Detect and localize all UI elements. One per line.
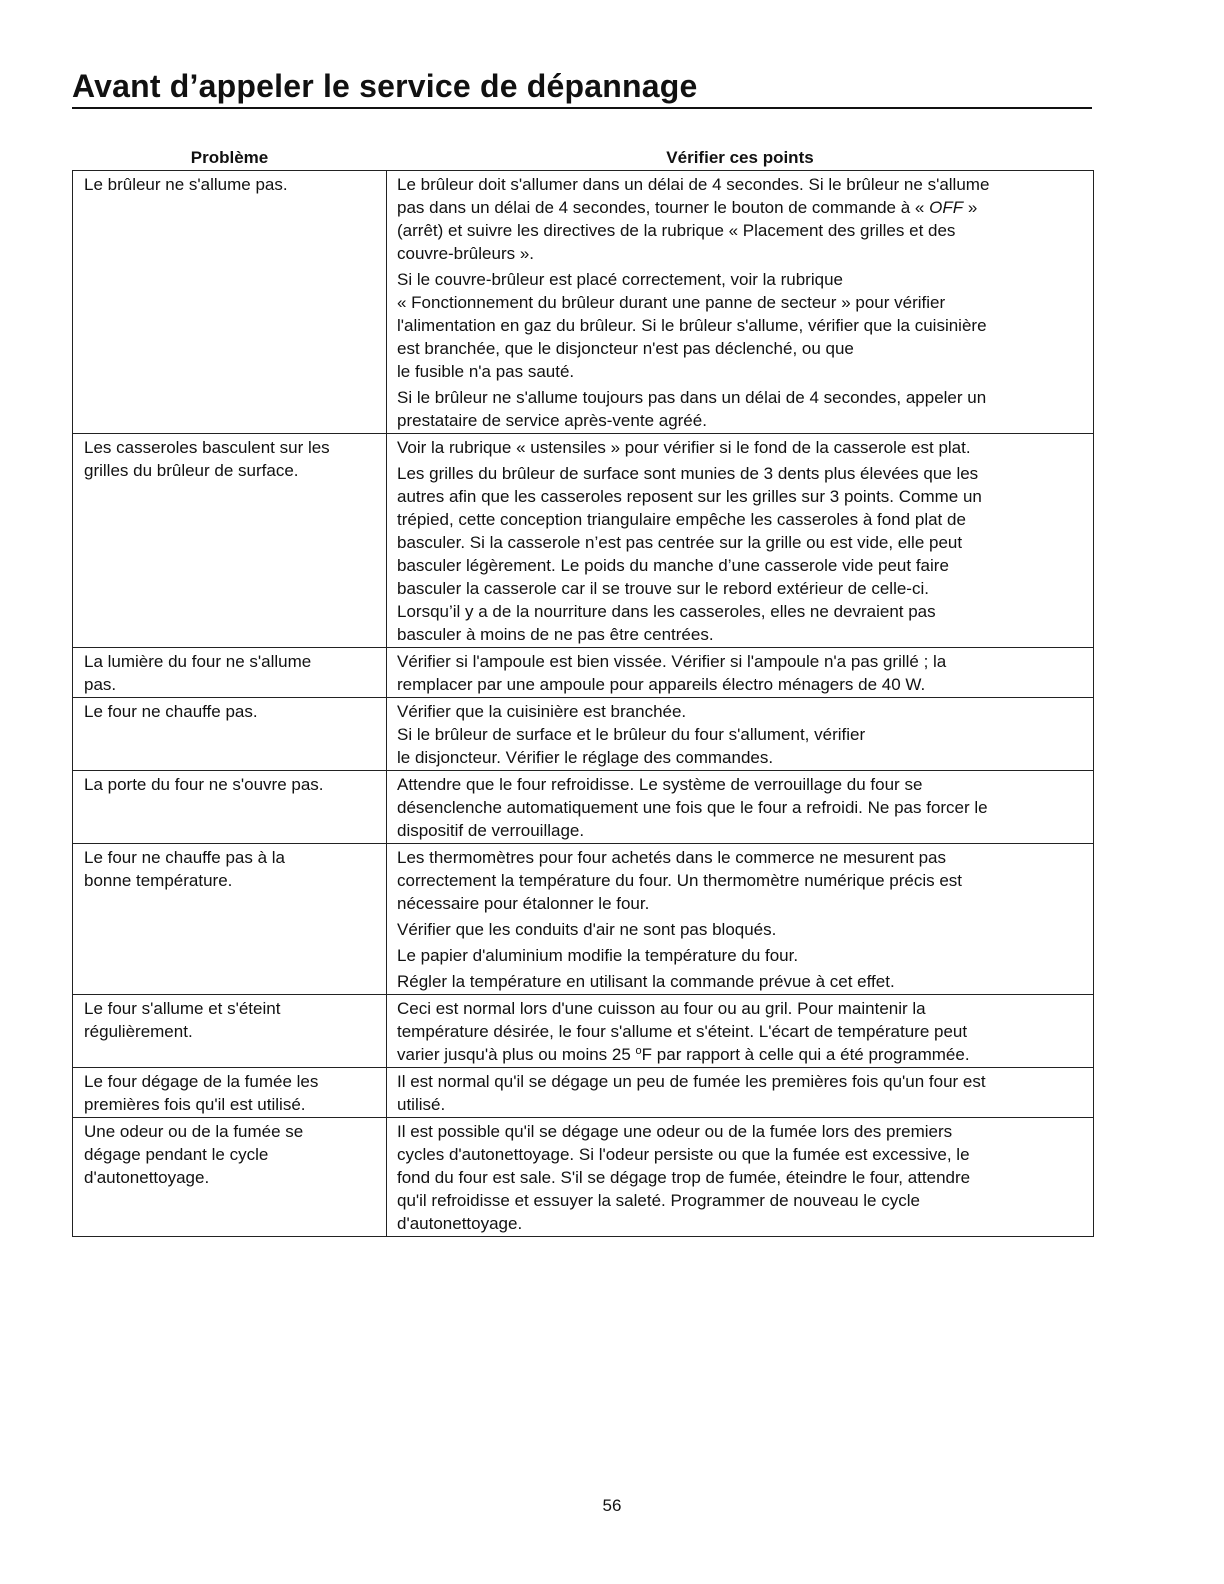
solution-cell [387,698,1094,771]
solution-line: basculer. Si la casserole n’est pas centrée sur la grille ou est vide, elle peut [397,533,963,552]
solution-line: Si le couvre-brûleur est placé correctement, voir la rubrique [397,270,843,289]
solution-line: Il est possible qu'il se dégage une odeur ou de la fumée lors des premiers [397,1122,953,1141]
problem-cell [73,1118,387,1237]
solution-line: Les thermomètres pour four achetés dans le commerce ne mesurent pas [397,848,946,867]
solution-paragraph [397,970,1089,993]
solution-line: correctement la température du four. Un thermomètre numérique précis est [397,871,963,890]
solution-line: le fusible n'a pas sauté. [397,362,575,381]
problem-cell [73,844,387,995]
solution-line: basculer la casserole car il se trouve sur le rebord extérieur de celle-ci. [397,579,929,598]
solution-paragraph [397,773,1089,842]
problem-text: La lumière du four ne s'allume [84,652,312,671]
solution-cell [387,995,1094,1068]
troubleshooting-table-container [72,146,1093,1237]
solution-cell [387,171,1094,434]
solution-line: le disjoncteur. Vérifier le réglage des commandes. [397,748,774,767]
header-check: Vérifier ces points [666,148,814,167]
solution-cell [387,771,1094,844]
problem-text: premières fois qu'il est utilisé. [84,1095,306,1114]
solution-line: Vérifier si l'ampoule est bien vissée. Vérifier si l'ampoule n'a pas grillé ; la [397,652,947,671]
solution-line: Il est normal qu'il se dégage un peu de fumée les premières fois qu'un four est [397,1072,986,1091]
solution-line: (arrêt) et suivre les directives de la rubrique « Placement des grilles et des [397,221,956,240]
page-number: 56 [602,1496,622,1515]
solution-line: cycles d'autonettoyage. Si l'odeur persiste ou que la fumée est excessive, le [397,1145,970,1164]
solution-cell [387,1068,1094,1118]
problem-text: pas. [84,675,117,694]
solution-paragraph [397,700,1089,769]
table-row [73,995,1094,1068]
solution-cell [387,844,1094,995]
solution-line: Attendre que le four refroidisse. Le système de verrouillage du four se [397,775,923,794]
solution-line: est branchée, que le disjoncteur n'est pas déclenché, ou que [397,339,854,358]
solution-line: « Fonctionnement du brûleur durant une panne de secteur » pour vérifier [397,293,946,312]
solution-line: couvre-brûleurs ». [397,244,535,263]
solution-paragraph [397,173,1089,265]
problem-text: Le four dégage de la fumée les [84,1072,319,1091]
problem-text: La porte du four ne s'ouvre pas. [84,775,324,794]
solution-line: prestataire de service après-vente agréé. [397,411,707,430]
header-problem: Problème [190,148,269,167]
problem-text: Une odeur ou de la fumée se [84,1122,304,1141]
solution-line: Vérifier que les conduits d'air ne sont pas bloqués. [397,920,777,939]
solution-paragraph [397,268,1089,383]
solution-line: désenclenche automatiquement une fois que le four a refroidi. Ne pas forcer le [397,798,988,817]
table-row [73,771,1094,844]
temperature-text: F par rapport à celle qui a été programmée. [641,1045,970,1064]
problem-text: dégage pendant le cycle [84,1145,269,1164]
solution-line: Le papier d'aluminium modifie la température du four. [397,946,799,965]
solution-line: température désirée, le four s'allume et s'éteint. L'écart de température peut [397,1022,968,1041]
problem-cell [73,771,387,844]
solution-cell [387,434,1094,648]
problem-cell [73,698,387,771]
solution-line: utilisé. [397,1095,446,1114]
solution-paragraph [397,944,1089,967]
table-row [73,171,1094,434]
solution-paragraph [397,846,1089,915]
problem-cell [73,648,387,698]
solution-line: Régler la température en utilisant la commande prévue à cet effet. [397,972,895,991]
solution-paragraph [397,650,1089,696]
degree-symbol: o [635,1045,642,1057]
table-row [73,844,1094,995]
solution-line: trépied, cette conception triangulaire empêche les casseroles à fond plat de [397,510,966,529]
solution-paragraph [397,462,1089,646]
solution-cell [387,648,1094,698]
problem-cell [73,995,387,1068]
solution-line: nécessaire pour étalonner le four. [397,894,650,913]
problem-text: Le brûleur ne s'allume pas. [84,175,288,194]
solution-line: basculer légèrement. Le poids du manche d’une casserole vide peut faire [397,556,949,575]
solution-line: Voir la rubrique « ustensiles » pour vérifier si le fond de la casserole est plat. [397,438,971,457]
table-header-row [73,146,1094,171]
solution-line: d'autonettoyage. [397,1214,523,1233]
problem-cell [73,171,387,434]
solution-line: Si le brûleur de surface et le brûleur du four s'allument, vérifier [397,725,866,744]
solution-line: autres afin que les casseroles reposent sur les grilles sur 3 points. Comme un [397,487,982,506]
solution-line: l'alimentation en gaz du brûleur. Si le brûleur s'allume, vérifier que la cuisinière [397,316,987,335]
table-row [73,648,1094,698]
table-row [73,1068,1094,1118]
solution-line: dispositif de verrouillage. [397,821,585,840]
temperature-text: varier jusqu'à plus ou moins 25 [397,1045,636,1064]
troubleshooting-table [72,146,1094,1237]
solution-line: remplacer par une ampoule pour appareils électro ménagers de 40 W. [397,675,926,694]
solution-line: Si le brûleur ne s'allume toujours pas dans un délai de 4 secondes, appeler un [397,388,987,407]
table-row [73,1118,1094,1237]
solution-line: Les grilles du brûleur de surface sont munies de 3 dents plus élevées que les [397,464,979,483]
solution-paragraph [397,386,1089,432]
problem-text: Le four s'allume et s'éteint [84,999,281,1018]
problem-text: Le four ne chauffe pas à la [84,848,286,867]
solution-line: Le brûleur doit s'allumer dans un délai de 4 secondes. Si le brûleur ne s'allume [397,175,990,194]
problem-cell [73,1068,387,1118]
solution-line: qu'il refroidisse et essuyer la saleté. Programmer de nouveau le cycle [397,1191,920,1210]
solution-line: pas dans un délai de 4 secondes, tourner le bouton de commande à « OFF » [397,198,978,217]
problem-cell [73,434,387,648]
solution-paragraph [397,436,1089,459]
problem-text: régulièrement. [84,1022,193,1041]
solution-line: Vérifier que la cuisinière est branchée. [397,702,687,721]
problem-text: Le four ne chauffe pas. [84,702,258,721]
solution-cell [387,1118,1094,1237]
solution-paragraph [397,918,1089,941]
table-row [73,698,1094,771]
page-title: Avant d’appeler le service de dépannage [72,66,1092,109]
table-row [73,434,1094,648]
solution-line: basculer à moins de ne pas être centrées. [397,625,714,644]
solution-paragraph [397,1120,1089,1235]
solution-line: Ceci est normal lors d'une cuisson au four ou au gril. Pour maintenir la [397,999,926,1018]
problem-text: Les casseroles basculent sur les [84,438,330,457]
problem-text: d'autonettoyage. [84,1168,210,1187]
problem-text: grilles du brûleur de surface. [84,461,299,480]
off-setting-text: OFF [929,198,964,217]
solution-paragraph [397,997,1089,1066]
solution-line [397,1043,1089,1066]
solution-line: fond du four est sale. S'il se dégage trop de fumée, éteindre le four, attendre [397,1168,971,1187]
solution-paragraph [397,1070,1089,1116]
solution-line: Lorsqu’il y a de la nourriture dans les casseroles, elles ne devraient pas [397,602,936,621]
problem-text: bonne température. [84,871,233,890]
